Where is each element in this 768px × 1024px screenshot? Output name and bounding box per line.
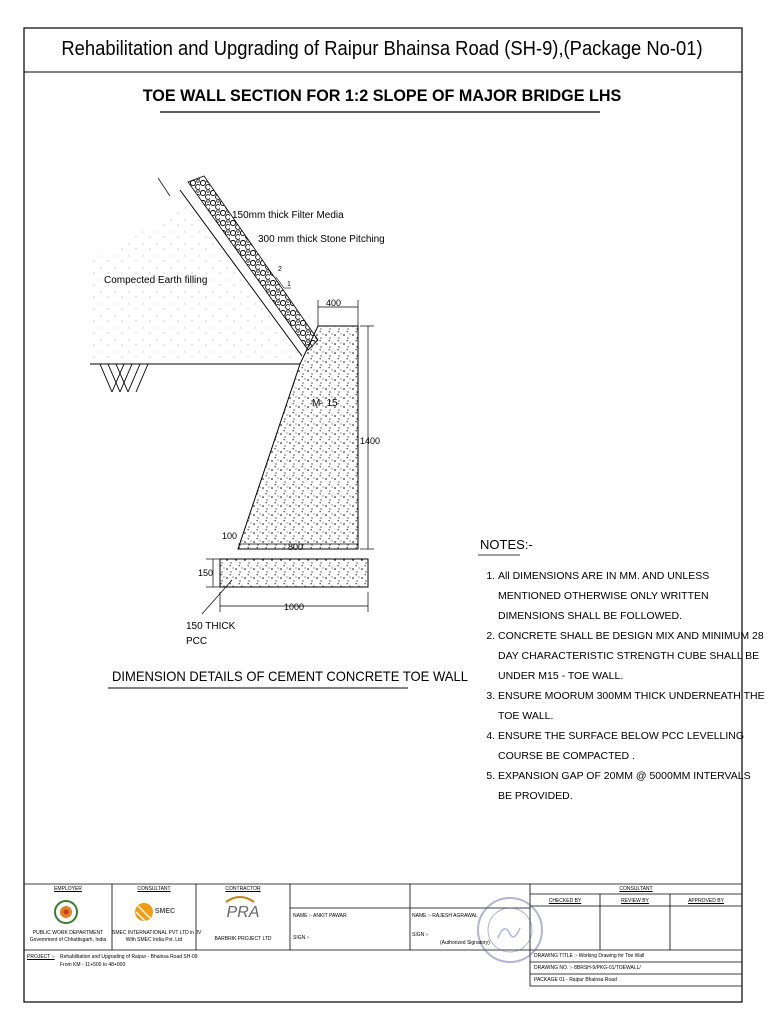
drawing-title-field: DRAWING TITLE :- Working Drawing for Toe Wall — [534, 953, 645, 959]
consultant-subtitle: With SMEC India Pvt. Ltd — [125, 937, 183, 943]
earth-filling-label: Compected Earth filling — [104, 275, 208, 286]
dim-toe-projection: 100 — [222, 531, 238, 541]
consultant-name: SMEC INTERNATIONAL PVT LTD in JV — [112, 930, 202, 936]
dim-base-width: 800 — [288, 542, 304, 552]
smec-logo-text: SMEC — [154, 908, 176, 915]
checked-by: CHECKED BY — [548, 898, 582, 904]
pra-logo-text: PRA — [226, 904, 260, 921]
pcc-label: 150 THICK PCC — [186, 621, 236, 647]
authorized-signatory: (Authorized Signatory) — [440, 940, 490, 946]
approved-by: APPROVED BY — [688, 898, 724, 904]
note-item: 2. CONCRETE SHALL BE DESIGN MIX AND MINIMUM 28 DAY CHARACTERISTIC STRENGTH CUBE SHALL BE UNDER M15 - TOE WALL. — [498, 626, 766, 686]
slope-horizontal-label: 1 — [287, 281, 291, 288]
drawing-caption: DIMENSION DETAILS OF CEMENT CONCRETE TOE WALL — [112, 668, 468, 684]
sign-1: SIGN :- — [293, 935, 310, 941]
drawing-number-field: DRAWING NO. :- 8BRSH-9/PKG-01/TOEWALL/ — [534, 965, 641, 971]
pcc-layer — [220, 559, 368, 587]
project-line-1: Rehabilitation and Upgrading of Raipur - Bhainsa Road SH-09 — [60, 954, 198, 960]
pwd-emblem-icon — [55, 901, 77, 923]
note-item: 5. EXPANSION GAP OF 20MM @ 5000MM INTERVALS BE PROVIDED. — [498, 766, 766, 806]
outer-border — [24, 28, 742, 1002]
note-item: 3. ENSURE MOORUM 300MM THICK UNDERNEATH THE TOE WALL. — [498, 686, 766, 726]
contractor-name: BARBRIK PROJECT LTD — [214, 936, 272, 942]
project-line-2: From KM - 11+500 to 48+000 — [60, 962, 126, 968]
contractor-heading: CONTRACTOR — [225, 886, 261, 892]
notes-list — [470, 566, 766, 806]
notes-heading: NOTES:- — [480, 537, 533, 552]
dim-top-width: 400 — [326, 298, 342, 308]
slope-vertical-label: 2 — [278, 266, 282, 273]
drawing-subtitle: TOE WALL SECTION FOR 1:2 SLOPE OF MAJOR BRIDGE LHS — [142, 86, 622, 105]
filter-media-label: 150mm thick Filter Media — [232, 210, 344, 221]
name-rajesh: NAME :- RAJESH AGRAWAL — [412, 913, 478, 919]
drawing-main-title: Rehabilitation and Upgrading of Raipur Bhainsa Road (SH-9),(Package No-01) — [61, 38, 703, 60]
package-field: PACKAGE 01 - Raipur Bhainsa Road — [534, 977, 617, 983]
employer-heading: EMPLOYER — [54, 886, 82, 892]
pra-logo-icon — [226, 897, 254, 902]
employer-name: PUBLIC WORK DEPARTMENT — [32, 930, 104, 936]
dim-pcc-thickness: 150 — [198, 568, 214, 578]
dim-pcc-width: 1000 — [284, 602, 305, 612]
employer-subtitle: Government of Chhattisgarh, India — [29, 937, 107, 943]
company-stamp-icon — [478, 898, 542, 962]
consultant-heading: CONSULTANT — [137, 886, 171, 892]
note-item: 1. All DIMENSIONS ARE IN MM. AND UNLESS MENTIONED OTHERWISE ONLY WRITTEN DIMENSIONS SHALL BE FOLLOWED. — [498, 566, 766, 626]
dim-wall-height: 1400 — [360, 436, 381, 446]
sign-2: SIGN :- — [412, 932, 429, 938]
project-label: PROJECT :- — [27, 954, 55, 960]
review-by: REVIEW BY — [621, 898, 649, 904]
note-item: 4. ENSURE THE SURFACE BELOW PCC LEVELLING COURSE BE COMPACTED . — [498, 726, 766, 766]
consultant-heading-2: CONSULTANT — [619, 886, 653, 892]
stone-pitching-label: 300 mm thick Stone Pitching — [258, 234, 385, 245]
concrete-grade-label: M- 15 — [312, 398, 338, 409]
name-ankit: NAME :- ANKIT PAWAR — [293, 913, 347, 919]
